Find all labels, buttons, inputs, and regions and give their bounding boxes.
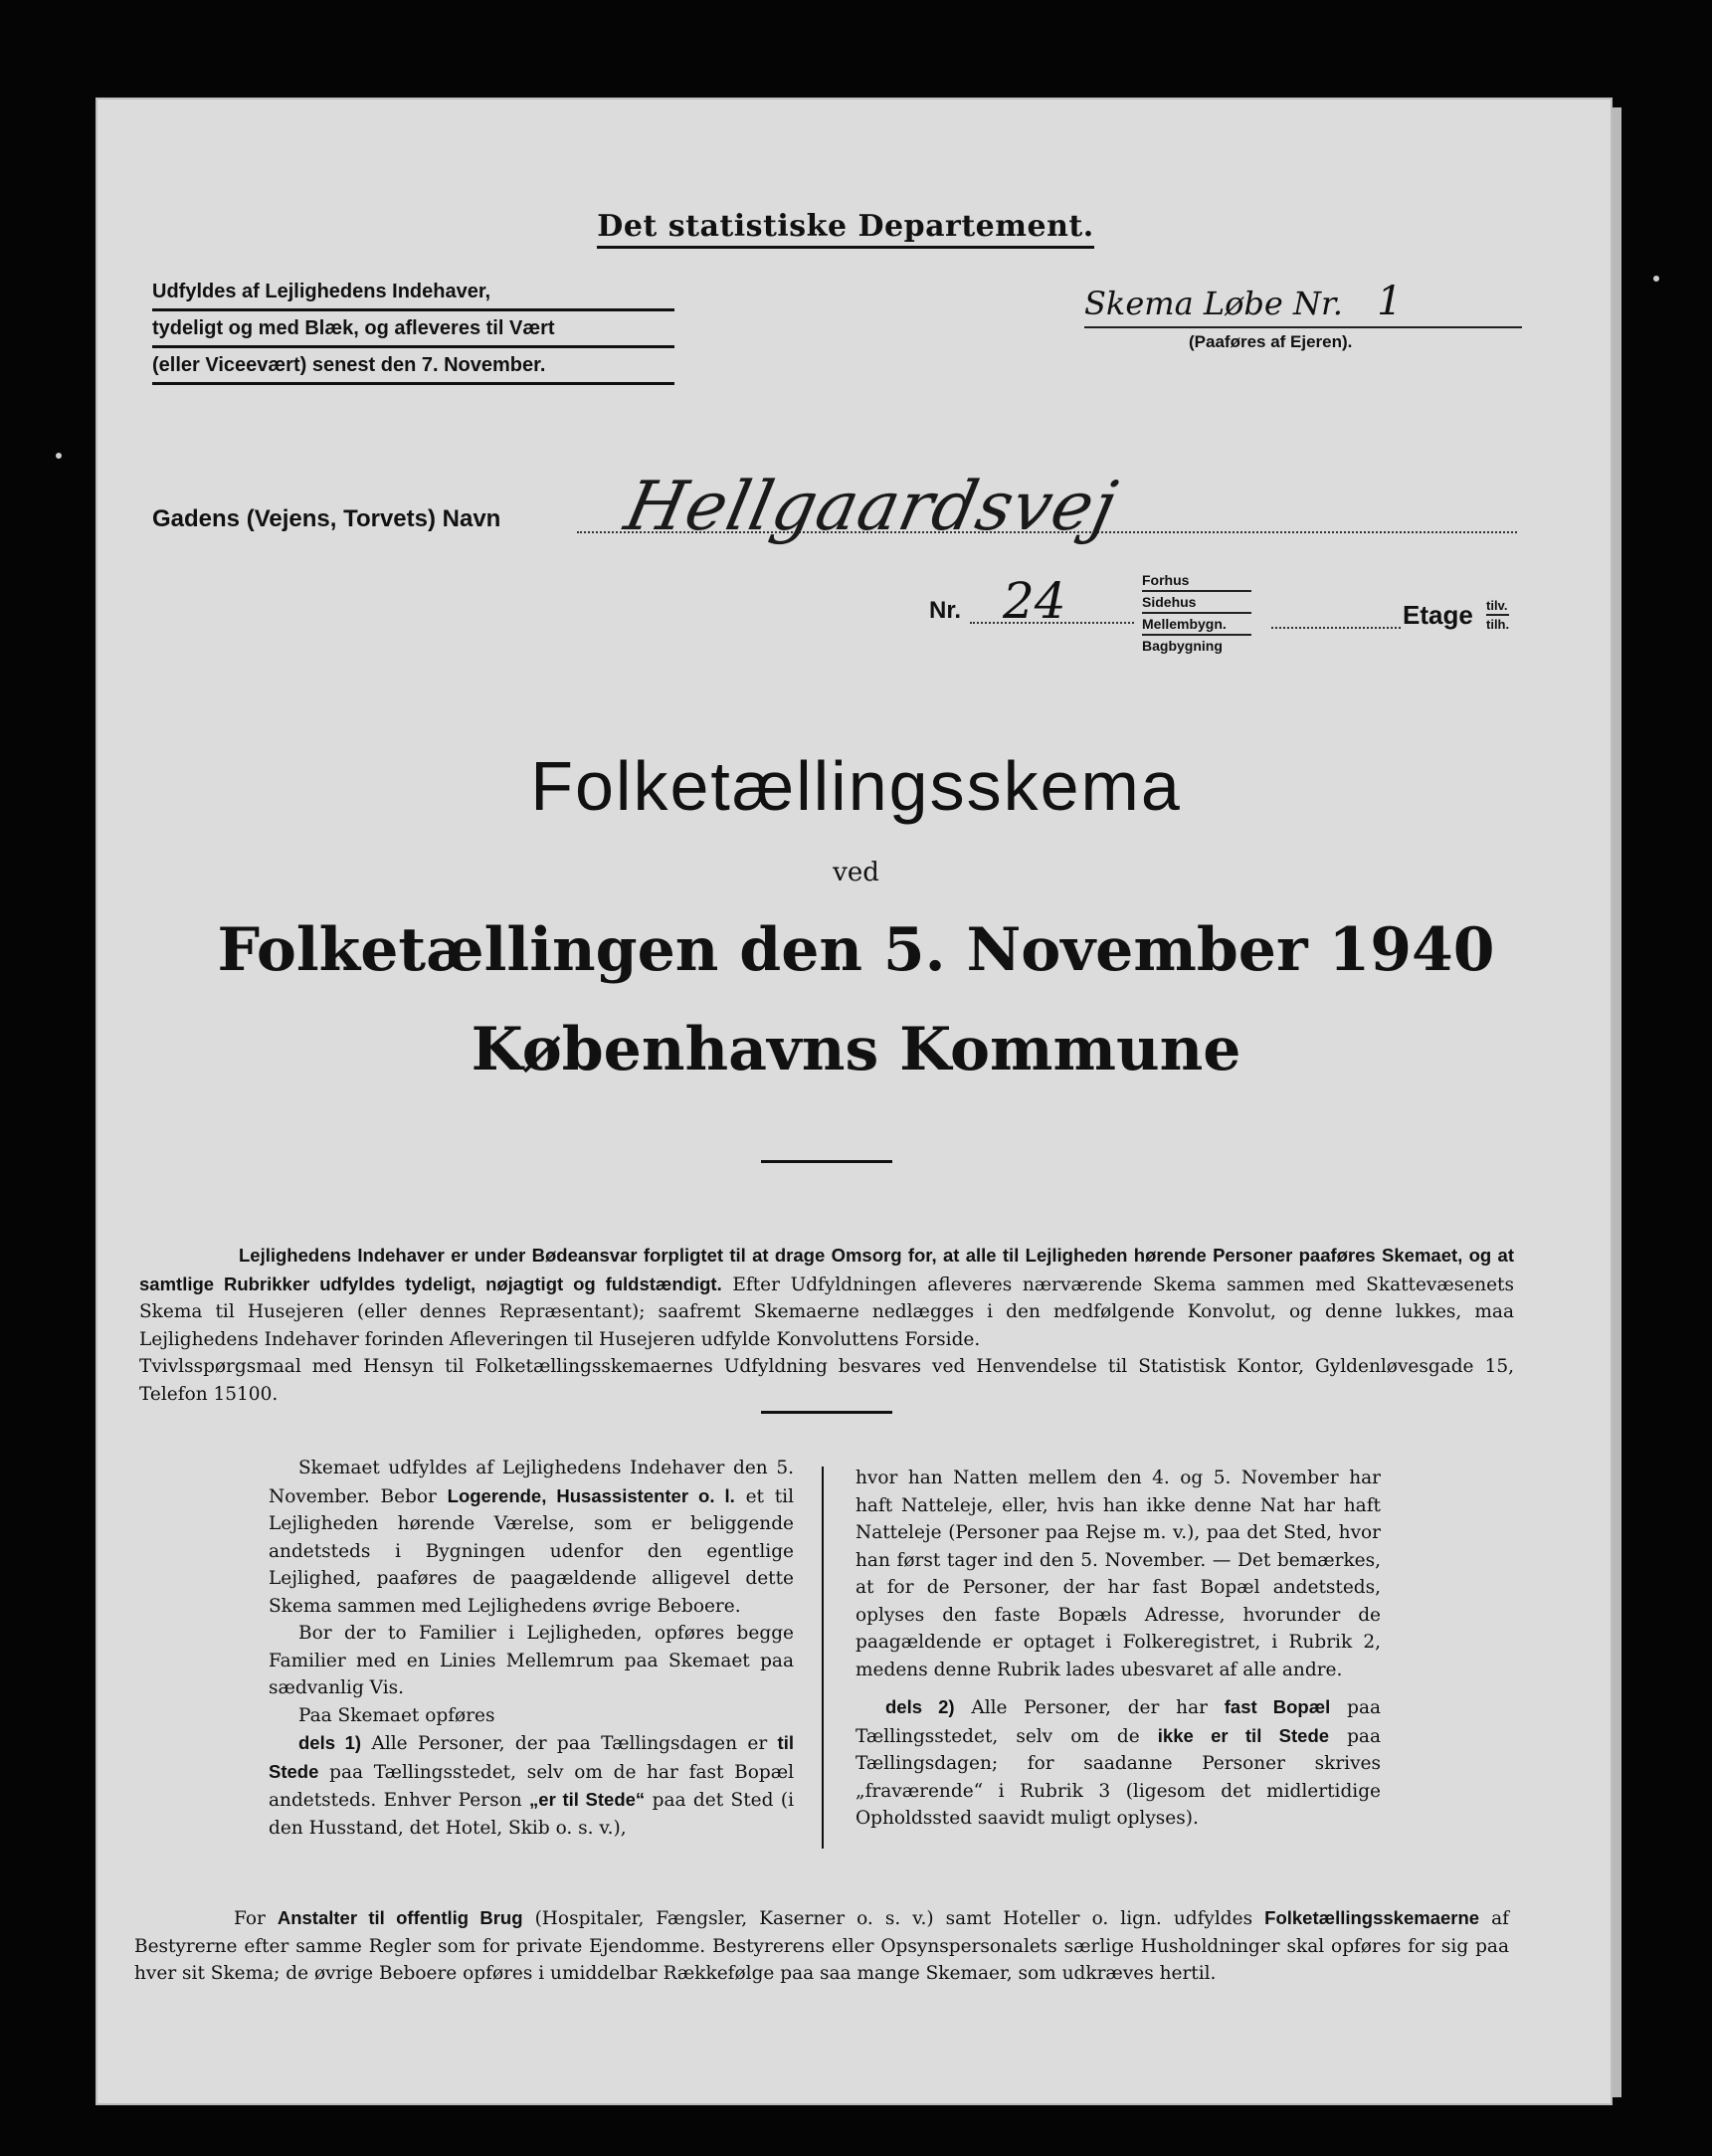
left-column: [269, 1455, 794, 1842]
skema-number-value: 1: [1377, 279, 1403, 324]
intro-second: Tvivlsspørgsmaal med Hensyn til Folketællingsskemaernes Udfyldning besvares ved Henvendelse til Statistisk Kontor, Gyldenløvesgade 15, Telefon 15100.: [139, 1356, 1514, 1405]
text-run: paa Tællingsstedet, selv om de: [856, 1697, 1382, 1747]
form-title-ved: ved: [833, 858, 879, 887]
right-paragraph-2: [856, 1693, 1381, 1833]
left-paragraph-4: [269, 1729, 794, 1842]
divider-rule: [761, 1160, 892, 1163]
intro-rest: Efter Udfyldningen afleveres nærværende Skema sammen med Skattevæsenets Skema til Husejeren (eller dennes Repræsentant); saafremt Skemaerne nedlægges i den medfølgende Konvolut, og denne lukkes, maa Lejlighedens Indehaver forinden Afleveringen til Husejeren udfylde Konvoluttens Forside.: [139, 1274, 1514, 1350]
text-run-bold: dels 2): [885, 1696, 955, 1717]
skema-label: Skema Løbe Nr.: [1084, 285, 1343, 322]
column-divider: [822, 1467, 824, 1849]
skema-number-field[interactable]: [1084, 279, 1522, 328]
text-run: et til Lejligheden hørende Værelse, som er beliggende andetsteds i Bygningen udenfor den egentlige Lejlighed, paaføres de paagældende alligevel dette Skema sammen med Lejlighedens øvrige Beboere.: [269, 1485, 794, 1617]
house-number-handwritten: 24: [1003, 572, 1066, 630]
left-paragraph-2: Bor der to Familier i Lejligheden, opføres begge Familier med en Linies Mellemrum paa Skemaet paa sædvanlig Vis.: [269, 1623, 794, 1698]
instruction-box: [152, 275, 674, 385]
text-run: For: [234, 1908, 278, 1929]
dust-speck: [1653, 276, 1659, 282]
form-title: Folketællingsskema: [530, 747, 1182, 825]
text-run: Alle Personer, der paa Tællingsdagen er: [361, 1733, 778, 1754]
text-run: paa Tællingsdagen; for saadanne Personer skrives „fraværende“ i Rubrik 3 (ligesom det midlertidige Opholdssted saavidt muligt oplyses).: [856, 1725, 1381, 1829]
institutions-paragraph: [134, 1904, 1509, 1988]
text-run-bold: Logerende, Husassistenter o. l.: [447, 1484, 735, 1506]
municipality-title: Københavns Kommune: [471, 1015, 1241, 1084]
building-option-bagbygning[interactable]: Bagbygning: [1142, 638, 1223, 654]
right-column: [856, 1465, 1381, 1833]
floor-option-right[interactable]: tilh.: [1486, 617, 1510, 632]
building-type-options: [1142, 570, 1251, 656]
text-run: af Bestyrerne efter samme Regler som for private Ejendomme. Bestyrerens eller Opsynspersonalets særlige Husholdninger skal opføres for sig paa hver sit Skema; de øvrige Beboere opføres i umiddelbar Rækkefølge paa saa mange Skemaer, som udkræves hertil.: [134, 1908, 1509, 1984]
text-run: Skemaet udfyldes af Lejlighedens Indehaver den 5. November. Bebor: [269, 1458, 794, 1507]
floor-option-left[interactable]: tilv.: [1486, 597, 1509, 616]
dust-speck: [56, 453, 62, 459]
floor-label: Etage: [1403, 600, 1473, 630]
intro-bold-lead: Lejlighedens Indehaver er under Bødeansvar forpligtet til at drage Omsorg for, at alle til Lejligheden hørende Personer paaføres Skemaet, og at samtlige Rubrikker udfyldes tydeligt, nøjagtigt og fuldstændigt.: [139, 1245, 1514, 1294]
left-paragraph-3: Paa Skemaet opføres: [298, 1704, 495, 1726]
street-name-handwritten: Hellgaardsvej: [618, 468, 1124, 546]
text-run: paa det Sted (i den Husstand, det Hotel, Skib o. s. v.),: [269, 1790, 794, 1839]
text-run: (Hospitaler, Fængsler, Kaserner o. s. v.) samt Hoteller o. lign. udfyldes: [522, 1908, 1265, 1929]
right-paragraph-1: hvor han Natten mellem den 4. og 5. November har haft Natteleje, eller, hvis han ikke denne Nat har haft Natteleje (Personer paa Rejse m. v.), paa det Sted, hvor han først tager ind den 5. November. — Det bemærkes, at for de Personer, der har fast Bopæl andetsteds, oplyses den faste Bopæls Adresse, hvorunder de paagældende er optaget i Folkeregistret, i Rubrik 2, medens denne Rubrik lades ubesvaret af alle andre.: [856, 1468, 1381, 1680]
building-option-mellembygn[interactable]: Mellembygn.: [1142, 614, 1251, 636]
house-number-label: Nr.: [929, 597, 962, 624]
floor-side-options: [1486, 597, 1509, 633]
instruction-line: tydeligt og med Blæk, og afleveres til Vært: [152, 311, 674, 348]
building-option-sidehus[interactable]: Sidehus: [1142, 592, 1251, 614]
department-heading: Det statistiske Departement.: [597, 209, 1094, 249]
text-run-bold: dels 1): [298, 1732, 362, 1753]
text-run: paa Tællingsstedet, selv om de har fast Bopæl andetsteds. Enhver Person: [269, 1761, 794, 1811]
intro-paragraph: [139, 1242, 1514, 1408]
skema-note: (Paaføres af Ejeren).: [1189, 332, 1353, 351]
census-title: Folketællingen den 5. November 1940: [217, 915, 1495, 985]
building-option-forhus[interactable]: Forhus: [1142, 570, 1251, 592]
left-paragraph-1: [269, 1455, 794, 1620]
divider-rule: [761, 1411, 892, 1414]
street-label: Gadens (Vejens, Torvets) Navn: [152, 505, 501, 532]
instruction-line: (eller Viceevært) senest den 7. November.: [152, 348, 674, 385]
text-run-bold: Anstalter til offentlig Brug: [277, 1907, 523, 1928]
text-run-bold: „er til Stede“: [529, 1789, 646, 1810]
instruction-line: Udfyldes af Lejlighedens Indehaver,: [152, 275, 674, 311]
text-run-bold: ikke er til Stede: [1157, 1724, 1330, 1746]
text-run-bold: fast Bopæl: [1224, 1696, 1331, 1717]
text-run: Alle Personer, der har: [954, 1697, 1225, 1718]
floor-field[interactable]: [1271, 627, 1401, 629]
text-run-bold: til Stede: [269, 1732, 794, 1782]
text-run-bold: Folketællingsskemaerne: [1264, 1907, 1480, 1928]
